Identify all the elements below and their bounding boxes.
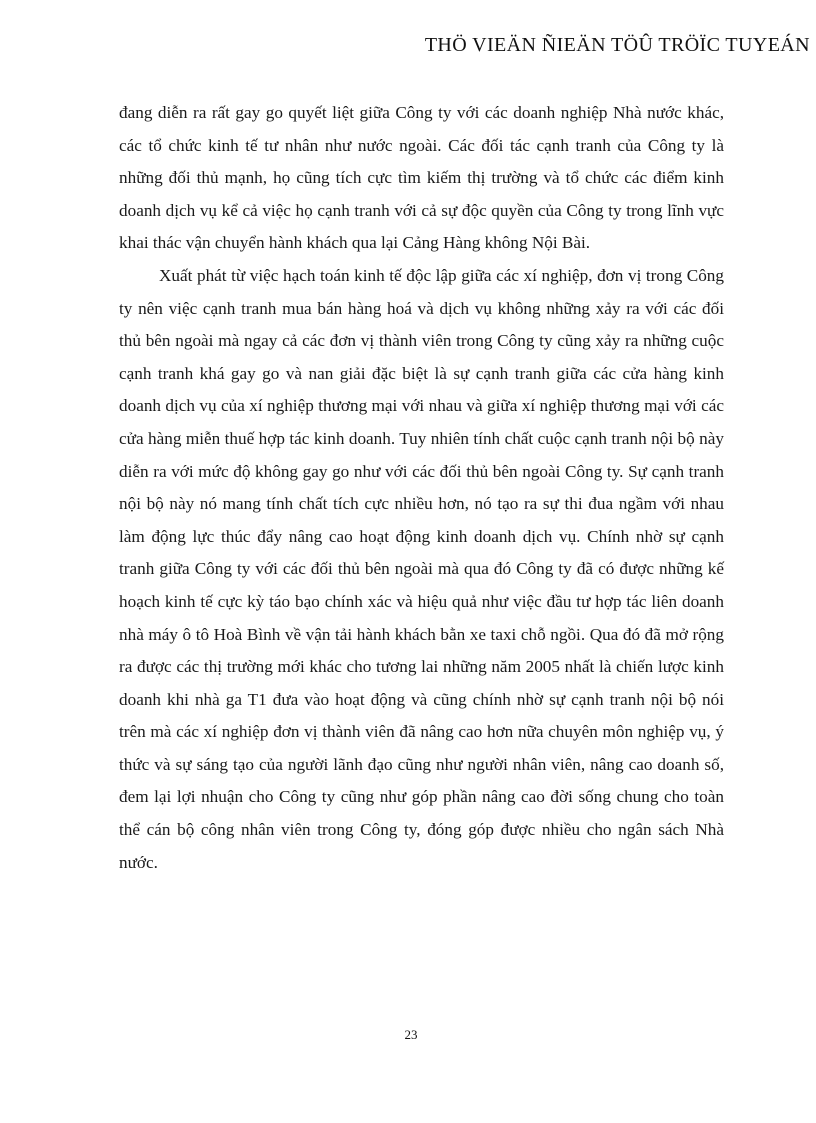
paragraph-continuation: đang diễn ra rất gay go quyết liệt giữa Công ty với các doanh nghiệp Nhà nước khác, các tổ chức kinh tế tư nhân như nước ngoài. Các đối tác cạnh tranh của Công ty là những đối thủ mạnh, họ cũng tích cực tìm kiếm thị trường và tổ chức các điểm kinh doanh dịch vụ kể cả việc họ cạnh tranh với cả sự độc quyền của Công ty trong lĩnh vực khai thác vận chuyển hành khách qua lại Cảng Hàng không Nội Bài. — [119, 103, 724, 253]
paragraph-competition: Xuất phát từ việc hạch toán kinh tế độc lập giữa các xí nghiệp, đơn vị trong Công ty nên việc cạnh tranh mua bán hàng hoá và dịch vụ không những xảy ra với các đối thủ bên ngoài mà ngay cả các đơn vị thành viên trong Công ty cũng xảy ra những cuộc cạnh tranh khá gay go và nan giải đặc biệt là sự cạnh tranh giữa các cửa hàng kinh doanh dịch vụ của xí nghiệp thương mại với nhau và giữa xí nghiệp thương mại với các cửa hàng miễn thuế hợp tác kinh doanh. Tuy nhiên tính chất cuộc cạnh tranh nội bộ này diễn ra với mức độ không gay go như với các đối thủ bên ngoài Công ty. Sự cạnh tranh nội bộ này nó mang tính chất tích cực nhiều hơn, nó tạo ra sự thi đua ngầm với nhau làm động lực thúc đẩy nâng cao hoạt động kinh doanh dịch vụ. Chính nhờ sự cạnh tranh giữa Công ty với các đối thủ bên ngoài mà qua đó Công ty đã có được những kế hoạch kinh tế cực kỳ táo bạo chính xác và hiệu quả như việc đầu tư hợp tác liên doanh nhà máy ô tô Hoà Bình về vận tải hành khách bằn xe taxi chỗ ngồi. Qua đó đã mở rộng ra được các thị trường mới khác cho tương lai những năm 2005 nhất là chiến lược kinh doanh khi nhà ga T1 đưa vào hoạt động và cũng chính nhờ sự cạnh tranh nội bộ nói trên mà các xí nghiệp đơn vị thành viên đã nâng cao hơn nữa chuyên môn nghiệp vụ, ý thức và sự sáng tạo của người lãnh đạo cũng như người nhân viên, nâng cao doanh số, đem lại lợi nhuận cho Công ty cũng như góp phần nâng cao đời sống chung cho toàn thể cán bộ công nhân viên trong Công ty, đóng góp được nhiều cho ngân sách Nhà nước. — [119, 265, 724, 872]
page-number: 23 — [404, 1027, 418, 1042]
running-header: THÖ VIEÄN ÑIEÄN TÖÛ TRÖÏC TUYEÁN — [424, 34, 810, 56]
body-text — [119, 97, 724, 879]
